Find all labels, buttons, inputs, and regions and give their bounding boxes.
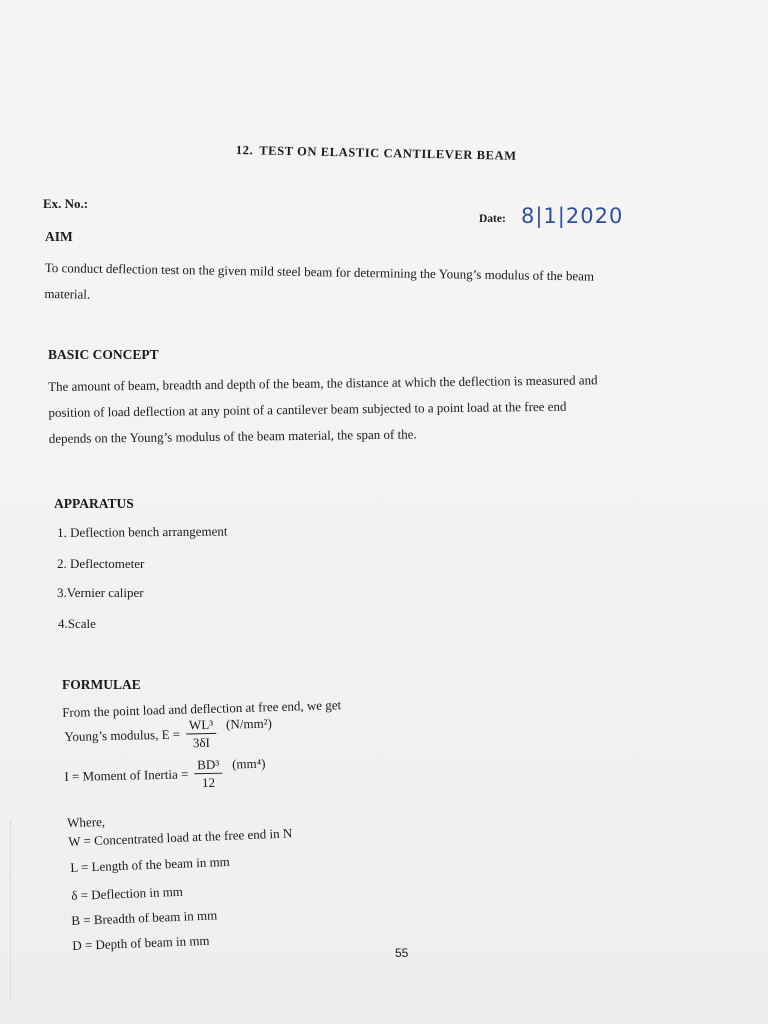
apparatus-item-4: 4.Scale [58,616,96,631]
apparatus-item-1: 1. Deflection bench arrangement [57,523,228,540]
experiment-title [236,143,517,164]
definition-b: B = Breadth of beam in mm [71,907,218,928]
apparatus-heading: APPARATUS [54,496,134,511]
apparatus-item-2: 2. Deflectometer [57,556,145,571]
aim-paragraph [44,255,594,316]
formulae-heading: FORMULAE [62,677,141,692]
handwritten-date: 8|1|2020 [521,204,624,228]
basic-concept-paragraph [48,367,598,452]
page-edge-shadow [10,820,11,1000]
aim-line-2: material. [44,285,91,302]
definition-d: D = Depth of beam in mm [72,932,210,953]
youngs-modulus-denominator: 3δI [192,734,211,751]
basic-concept-heading: BASIC CONCEPT [48,347,159,362]
moment-of-inertia-label: I = Moment of Inertia = [64,765,189,784]
page-number: 55 [395,946,409,960]
moment-of-inertia-formula [64,756,266,793]
definition-l: L = Length of the beam in mm [70,853,231,875]
where-label: Where, [67,814,106,830]
aim-heading: AIM [45,229,73,244]
youngs-modulus-numerator: WL³ [186,717,216,735]
ex-no-label: Ex. No.: [43,196,89,211]
formulae-intro: From the point load and deflection at free end, we get [62,697,342,720]
definition-delta: δ = Deflection in mm [71,883,184,903]
moment-of-inertia-fraction [194,757,223,791]
aim-line-1: To conduct deflection test on the given mild steel beam for determining the Young’s modulus of the beam [44,259,595,284]
definition-w: W = Concentrated load at the free end in N [68,825,293,849]
basic-concept-line-3: depends on the Young’s modulus of the beam material, the span of the. [48,426,417,446]
date-label: Date: [479,213,506,225]
youngs-modulus-label: Young’s modulus, E = [64,726,181,744]
youngs-modulus-formula [64,716,272,753]
moment-of-inertia-unit: (mm⁴) [231,755,266,772]
basic-concept-line-1: The amount of beam, breadth and depth of the beam, the distance at which the deflection is measured and [48,372,598,394]
experiment-number: 12. [235,143,254,158]
experiment-title-text: TEST ON ELASTIC CANTILEVER BEAM [259,143,517,163]
youngs-modulus-unit: (N/mm²) [225,715,272,732]
basic-concept-line-2: position of load deflection at any point of a cantilever beam subjected to a point load at the free end [48,398,567,420]
moment-of-inertia-numerator: BD³ [194,757,222,775]
youngs-modulus-fraction [186,717,217,751]
apparatus-item-3: 3.Vernier caliper [57,585,144,600]
moment-of-inertia-denominator: 12 [201,774,216,791]
